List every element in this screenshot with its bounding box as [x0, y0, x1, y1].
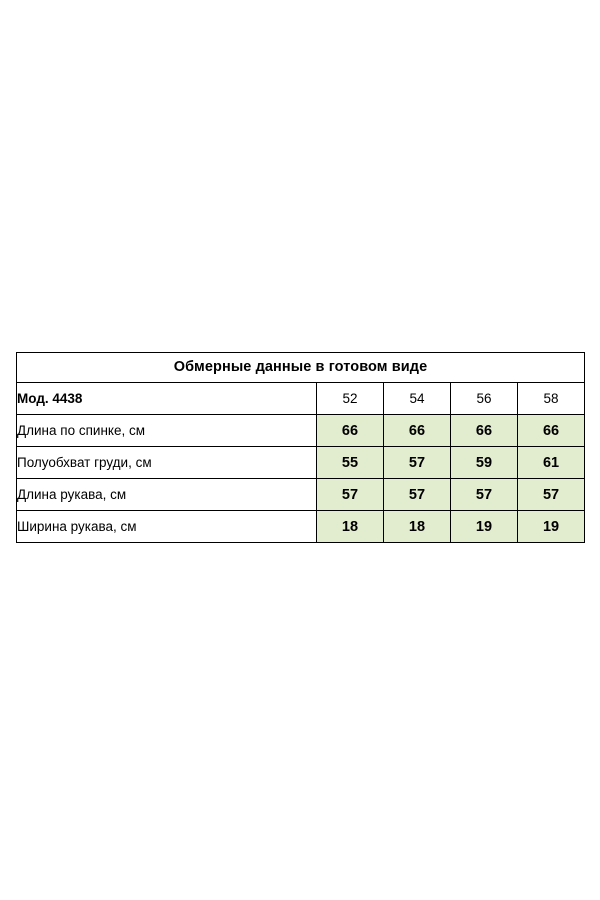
- size-header-58: 58: [518, 383, 585, 415]
- cell-half-chest-56: 59: [451, 447, 518, 479]
- cell-back-length-58: 66: [518, 415, 585, 447]
- cell-sleeve-width-58: 19: [518, 511, 585, 543]
- row-label-sleeve-width: Ширина рукава, см: [17, 511, 317, 543]
- measurements-table: [16, 352, 585, 543]
- table-title: Обмерные данные в готовом виде: [17, 353, 585, 383]
- cell-sleeve-width-54: 18: [384, 511, 451, 543]
- table-row: [17, 479, 585, 511]
- cell-half-chest-58: 61: [518, 447, 585, 479]
- cell-half-chest-52: 55: [317, 447, 384, 479]
- cell-sleeve-length-56: 57: [451, 479, 518, 511]
- table-row: [17, 415, 585, 447]
- model-label: Мод. 4438: [17, 383, 317, 415]
- table-title-row: [17, 353, 585, 383]
- cell-back-length-56: 66: [451, 415, 518, 447]
- table-row: [17, 447, 585, 479]
- cell-sleeve-length-54: 57: [384, 479, 451, 511]
- size-header-52: 52: [317, 383, 384, 415]
- cell-sleeve-width-56: 19: [451, 511, 518, 543]
- cell-back-length-52: 66: [317, 415, 384, 447]
- size-header-56: 56: [451, 383, 518, 415]
- row-label-half-chest: Полуобхват груди, см: [17, 447, 317, 479]
- row-label-back-length: Длина по спинке, см: [17, 415, 317, 447]
- measurements-table-container: [16, 352, 584, 543]
- size-header-54: 54: [384, 383, 451, 415]
- row-label-sleeve-length: Длина рукава, см: [17, 479, 317, 511]
- cell-sleeve-length-52: 57: [317, 479, 384, 511]
- table-row: [17, 511, 585, 543]
- cell-sleeve-width-52: 18: [317, 511, 384, 543]
- table-header-row: [17, 383, 585, 415]
- cell-sleeve-length-58: 57: [518, 479, 585, 511]
- cell-back-length-54: 66: [384, 415, 451, 447]
- cell-half-chest-54: 57: [384, 447, 451, 479]
